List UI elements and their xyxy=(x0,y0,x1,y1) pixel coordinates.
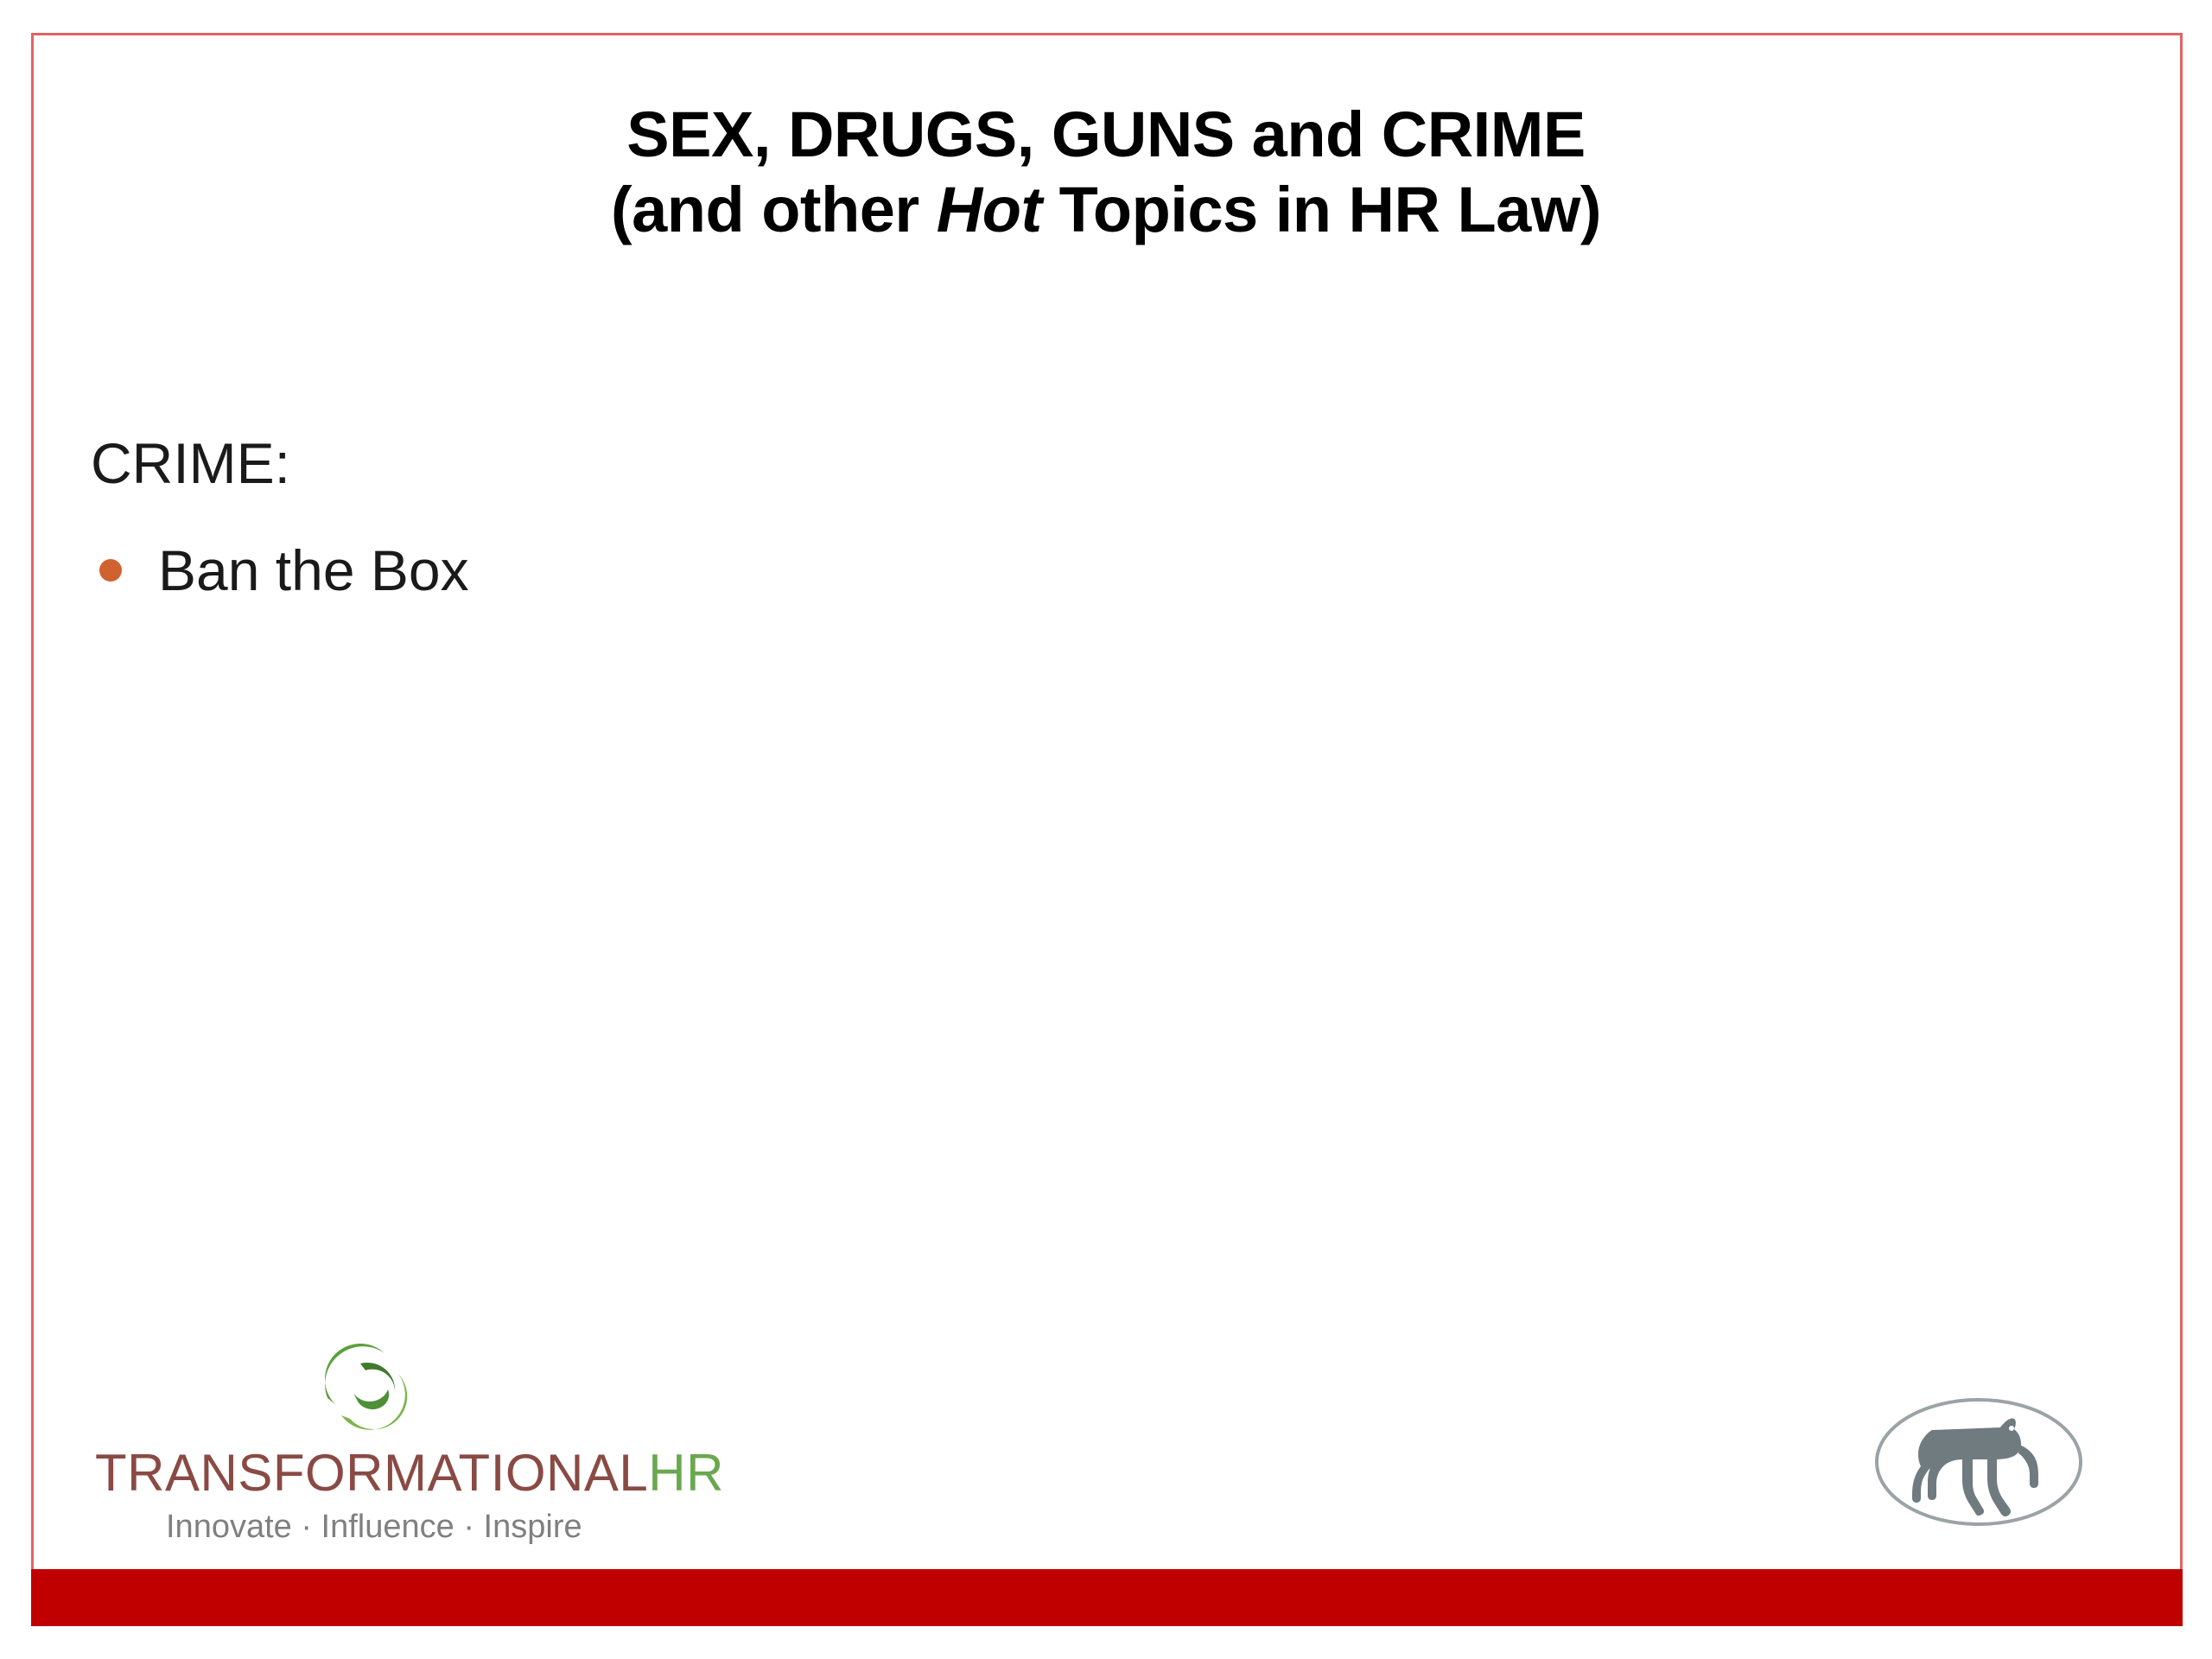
brand-wordmark xyxy=(95,1443,734,1503)
swirl-circle-icon xyxy=(315,1339,410,1434)
slide-body xyxy=(91,432,2078,627)
slide-title-emphasis: Hot xyxy=(936,174,1042,246)
slide-title-line-2 xyxy=(173,172,2039,247)
list-item-label: Ban the Box xyxy=(158,537,469,602)
slide-title xyxy=(173,97,2039,248)
brand-wordmark-main: TRANSFORMATIONAL xyxy=(95,1444,649,1502)
footer-bar xyxy=(31,1569,2183,1626)
brand-logo xyxy=(95,1339,734,1545)
brand-wordmark-accent: HR xyxy=(648,1444,724,1502)
list-item xyxy=(91,537,2078,605)
slide-title-line-1: SEX, DRUGS, GUNS and CRIME xyxy=(626,99,1586,170)
slide-title-line-2-prefix: (and other xyxy=(610,174,937,246)
bullet-list xyxy=(91,537,2078,605)
slide-title-line-2-suffix: Topics in HR Law) xyxy=(1041,174,1602,246)
section-heading: CRIME: xyxy=(91,431,290,495)
bullet-dot-icon xyxy=(99,559,122,582)
brand-tagline: Innovate · Influence · Inspire xyxy=(166,1509,582,1545)
dog-oval-emblem-icon xyxy=(1871,1393,2087,1531)
